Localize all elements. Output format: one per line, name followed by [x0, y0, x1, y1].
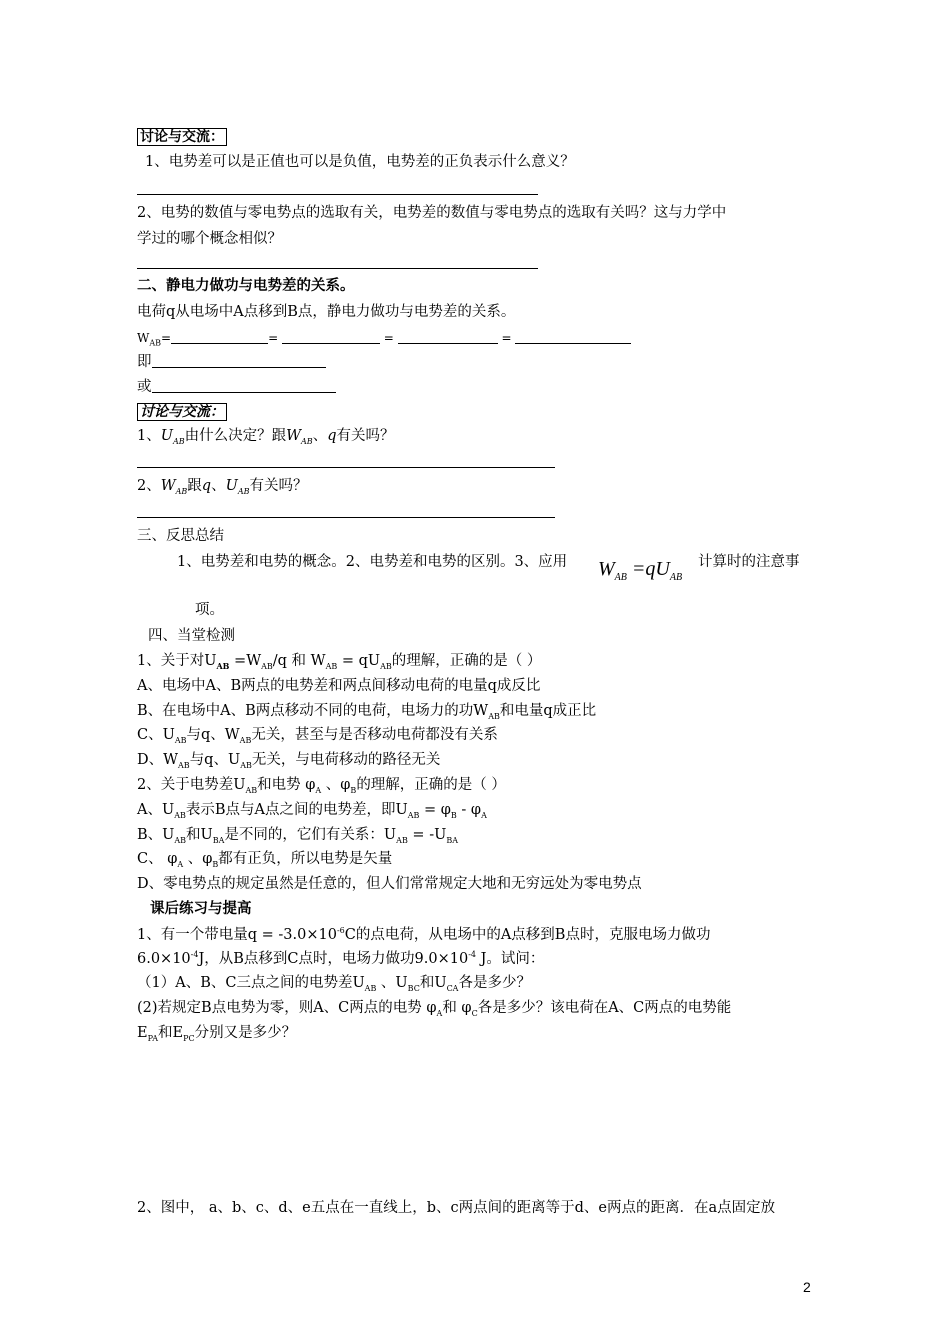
work-equation-row: $W_{AB}=$ = = =	[137, 328, 631, 348]
homework-p1: 1、有一个带电量$q = -3.0\times 10^{-6}C$的点电荷，从电场中的A点移到B点时，克服电场力做功	[137, 926, 711, 943]
test-q2-option-d: D、零电势点的规定虽然是任意的，但人们常常规定大地和无穷远处为零电势点	[137, 876, 642, 892]
page-number: 2	[803, 1279, 811, 1295]
answer-line	[137, 517, 555, 518]
homework-p2: $6.0\times 10^{-4}J$，从B点移到C点时，电场力做功$9.0\times 10^{-4}$ J。试问：	[137, 950, 545, 967]
test-q2: 2、关于电势差$U_{AB}$和电势 $\varphi_A$ 、$\varphi_B$的理解，正确的是（ ）	[137, 777, 506, 795]
section-4-heading: 四、当堂检测	[148, 628, 235, 644]
section-3-heading: 三、反思总结	[137, 528, 224, 544]
discussion2-question-1: 1、$U_{AB}$由什么决定？跟$W_{AB}$、q有关吗？	[137, 428, 395, 446]
homework-p5: $E_{PA}$和$E_{PC}$分别又是多少？	[137, 1025, 297, 1043]
discussion-question-1: 1、电势差可以是正值也可以是负值，电势差的正负表示什么意义？	[145, 154, 575, 170]
test-q1-option-a: A、电场中A、B两点的电势差和两点间移动电荷的电量q成反比	[137, 678, 541, 694]
homework-p4: (2)若规定B点电势为零，则A、C两点的电势 $\varphi_A$和 $\varphi_C$各是多少？该电荷在A、C两点的电势能	[137, 1000, 732, 1018]
discussion-heading: 讨论与交流：	[137, 128, 227, 146]
test-q1-option-c: C、$U_{AB}$与q、$W_{AB}$无关，甚至与是否移动电荷都没有关系	[137, 727, 498, 745]
section-2-heading: 二、静电力做功与电势差的关系。	[137, 278, 355, 294]
summary-line-1-end: 计算时的注意事	[698, 554, 800, 570]
homework-q2: 2、图中， a、b、c、d、e五点在一直线上，b、c两点间的距离等于d、e两点的距离．在a点固定放	[137, 1200, 776, 1216]
huo-row: 或	[137, 377, 336, 397]
section-2-intro: 电荷q从电场中A点移到B点，静电力做功与电势差的关系。	[137, 304, 516, 320]
test-q1-option-d: D、$W_{AB}$与q、$U_{AB}$无关，与电荷移动的路径无关	[137, 752, 441, 770]
test-q1: 1、关于对$U_{AB} =W_{AB}/q$ 和 $W_{AB} = qU_{AB}$的理解，正确的是（ ）	[137, 653, 542, 671]
discussion-question-2-line2: 学过的哪个概念相似？	[137, 231, 282, 247]
test-q1-option-b: B、在电场中A、B两点移动不同的电荷，电场力的功$W_{AB}$和电量q成正比	[137, 703, 597, 721]
discussion-heading-2: 讨论与交流：	[137, 403, 227, 421]
summary-line-2: 项。	[195, 602, 224, 618]
answer-line	[137, 194, 538, 195]
test-q2-option-b: B、$U_{AB}$和$U_{BA}$是不同的，它们有关系：$U_{AB} = -U_{BA}$	[137, 827, 458, 845]
work-formula: $W_{AB} =qU_{AB}$	[598, 558, 683, 583]
homework-heading: 课后练习与提高	[150, 901, 252, 917]
answer-line	[137, 268, 538, 269]
discussion-question-2-line1: 2、电势的数值与零电势点的选取有关，电势差的数值与零电势点的选取有关吗？这与力学中	[137, 205, 727, 221]
discussion2-question-2: 2、$W_{AB}$跟q、$U_{AB}$有关吗？	[137, 478, 308, 496]
homework-p3: （1）A、B、C三点之间的电势差$U_{AB}$ 、$U_{BC}$和$U_{CA}$各是多少？	[137, 975, 531, 993]
test-q2-option-a: A、$U_{AB}$表示B点与A点之间的电势差，即$U_{AB} = \varphi_B - \varphi_A$	[137, 802, 487, 820]
test-q2-option-c: C、 $\varphi_A$ 、$\varphi_B$都有正负，所以电势是矢量	[137, 851, 393, 869]
summary-line-1: 1、电势差和电势的概念。2、电势差和电势的区别。3、应用	[177, 554, 568, 570]
ji-row: 即	[137, 352, 326, 372]
answer-line	[137, 467, 555, 468]
